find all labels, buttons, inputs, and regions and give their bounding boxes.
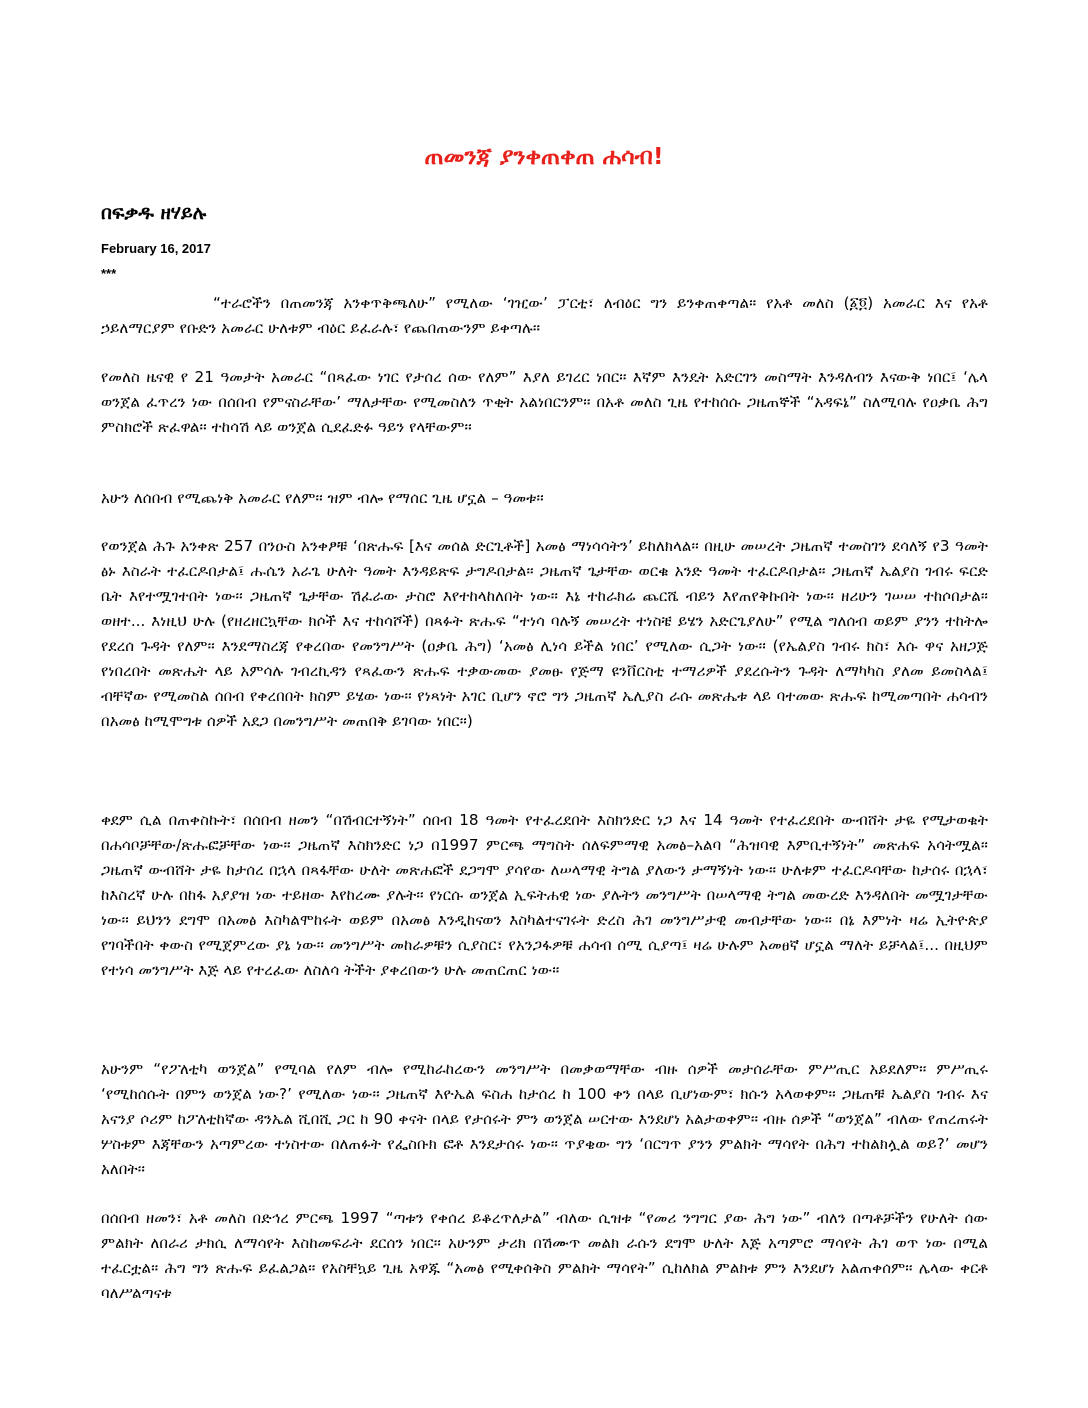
paragraph-6: አሁንም “የፖለቲካ ወንጀል” የሚባል የለም ብሎ የሚከራከረውን መንግሥት በመቃወማቸው ብዙ ሰዎች መታሰራቸው ምሥጢር አይደለም፡፡ ምሥጢሩ ‘የሚከሰሱት በምን ወንጀል ነው?’ የሚለው ነው፡፡ ጋዜጠኛ እዮኤል ፍስሐ ከታሰረ ከ 100 ቀን በላይ ቢሆነውም፣ ክሱን አላወቀም፡፡ ጋዜጠቹ ኤልያስ ገብሩ እና አናንያ ሶሪም ከፖለቲከኛው ዳንኤል ሺበሺ ጋር ከ 90 ቀናት በላይ የታሰሩት ምን ወንጀል ሠርተው እንደሆነ አልታወቀም፡፡ ብዙ ሰዎች “ወንጀል” ብለው የጠረጠሩት ሦስቱም እጃቸውን አጣምረው ተነስተው በለጠፉት የፌስቡክ ፎቶ እንደታሰሩ ነው፡፡ ጥያቄው ግን ‘በርግጥ ያንን ምልክት ማሳየት በሕግ ተከልክሏል ወይ?’ መሆን አለበት፡፡ [101, 1060, 988, 1178]
article-title: ጠመንጃ ያንቀጠቀጠ ሐሳብ! [424, 144, 664, 170]
paragraph-2: የመለስ ዜናዊ የ 21 ዓመታት አመራር “በጻፈው ነገር የታሰረ ሰው የለም” እያለ ይገረር ነበር፡፡ እኛም እንዴት አድርገን መስማት እንዳለብን እናውቅ ነበር፤ ‘ሌላ ወንጀል ፈጥረን ነው በሰበብ የምናስራቸው’ ማለታቸው የሚመስለን ጥቂት አልነበርንም፡፡ በአቶ መለስ ጊዜ የተከሰሱ ጋዜጠኞች “አዳፍኔ” ስለሚባሉ የዐቃቤ ሕግ ምስክሮች ጽፈዋል፡፡ ተከሳሽ ላይ ወንጀል ሲደፈድፉ ዓይን የላቸውም፡፡ [101, 368, 988, 436]
article-date: February 16, 2017 [101, 241, 211, 256]
paragraph-4: የወንጀል ሕጉ አንቀጽ 257 በንዑስ አንቀፆቹ ‘በጽሑፍ [እና መሰል ድርጊቶች] አመፅ ማነሳሳትን’ ይከለክላል፡፡ በዚሁ መሠረት ጋዜጠኛ ተመስገን ደሳለኝ የ3 ዓመት ፅኑ እስራት ተፈርዶበታል፤ ሑሴን አራጌ ሁለት ዓመት እንዳይጽፍ ታግዶበታል፡፡ ጋዜጠኛ ጌታቸው ወርቁ አንድ ዓመት ተፈርዶበታል፡፡ ጋዜጠኛ ኤልያስ ገብሩ ፍርድ ቤት እየተሟገተበት ነው፡፡ ጋዜጠኛ ጌታቸው ሽፈራው ታስሮ እየተከላከለበት ነው፡፡ እኔ ተከራክሬ ጨርሼ ብይን እየጠየቅኩበት ነው፡፡ ዘሪሁን ገሠሠ ተከሶበታል፡፡ ወዘተ... እነዚህ ሁሉ (የዘረዘርኳቸው ክሶች እና ተከሳሾች) በጻፉት ጽሑፍ “ተነሳ ባሉኝ መሠረት ተነስቼ ይሄን አድርጌያለሁ” የሚል ግለሰብ ወይም ያንን ተከትሎ የደረሰ ጉዳት የለም፡፡ እንደማስረጃ የቀረበው የመንግሥት (ዐቃቤ ሕግ) ‘አመፅ ሊነሳ ይችል ነበር’ የሚለው ሲጋት ነው፡፡ (የኤልያስ ገብሩ ክስ፣ እሱ ዋና አዘጋጅ የነበረበት መጽሔት ላይ አምሳሉ ገብረኪዳን የጻፈውን ጽሑፍ ተቃውመው ያመፁ የጅማ ዩንቨርስቲ ተማሪዎች ያደረሱትን ጉዳት ለማካካስ ያለመ ይመስላል፤ ብቸኛው የሚመስል ሰበብ የቀረበበት ክስም ይሄው ነው፡፡ የነጻነት አገር ቢሆን ኖሮ ግን ጋዜጠኛ ኤሊያስ ራሱ መጽሔቱ ላይ ባተመው ጽሑፍ ከሚመጣበት ሐሳብን በአመፅ ከሚሞግቱ ሰዎች አደጋ በመንግሥት መጠበቅ ይገባው ነበር፡፡) [101, 537, 988, 730]
article-author: በፍቃዱ ዘሃይሉ [101, 202, 207, 224]
paragraph-7: በሰበብ ዘመን፣ አቶ መለስ በድኅረ ምርጫ 1997 “ጣቱን የቀሰረ ይቆረጥለታል” ብለው ሲዝቱ “የመሪ ንግግር ያው ሕግ ነው” ብለን በጣቶቻችን የሁለት ሰው ምልክት ለበራሪ ታክሲ ለማሳየት እስከመፍራት ደርሰን ነበር፡፡ አሁንም ታሪክ በሽሙጥ መልክ ራሱን ደግሞ ሁለት እጅ አጣምሮ ማሳየት ሕገ ወጥ ነው በሚል ተፈርቷል፡፡ ሕግ ግን ጽሑፍ ይፈልጋል፡፡ የአስቸኳይ ጊዜ አዋጁ “አመፅ የሚቀሰቅስ ምልክት ማሳየት” ሲከለክል ምልክቱ ምን እንደሆነ አልጠቀሰም፡፡ ሌላው ቀርቶ ባለሥልጣናቱ [101, 1209, 988, 1302]
paragraph-5: ቀደም ሲል በጠቀስኩት፣ በሰበብ ዘመን “በሽብርተኝነት” ሰበብ 18 ዓመት የተፈረደበት እስክንድር ነጋ እና 14 ዓመት የተፈረደበት ውብሸት ታዬ የሚታወቁት በሐሳቦቻቸው/ጽሑፎቻቸው ነው፡፡ ጋዜጠኛ እስክንድር ነጋ በ1997 ምርጫ ማግስት ሰለፍምማዊ አመፅ–አልባ “ሕዝባዊ እምቢተኝነት” መጽሐፍ አሳትሟል፡፡ ጋዜጠኛ ውብሸት ታዬ ከታሰረ በኋላ በጻፋቸው ሁለት መጽሐፎች ደጋግሞ ያሳየው ለሠላማዊ ትግል ያለውን ታማኝነት ነው፡፡ ሁለቱም ተፈርዶባቸው ከታሰሩ በኋላ፣ ከእስረኛ ሁሉ በከፋ አያያዝ ነው ተይዘው እየከረሙ ያሉት፡፡ የነርሱ ወንጀል ኢፍትሐዊ ነው ያሉትን መንግሥት በሠላማዊ ትግል መውረድ እንዳለበት መሟገታቸው ነው፡፡ ይህንን ደግሞ በአመፅ እስካልሞከሩት ወይም በአመፅ እንዲከናወን እስካልተናገሩት ድረስ ሕገ መንግሥታዊ መብታቸው ነው፡፡ በኔ እምነት ዛሬ ኢትዮጵያ የገባችበት ቀውስ የሚጀምረው ያኔ ነው፡፡ መንግሥት መከራዎቹን ሲያስር፣ የአንጋፋዎቹ ሐሳብ ሰሚ ሲያጣ፤ ዛሬ ሁሉም አመፀኛ ሆኗል ማለት ይቻላል፤... በዚህም የተነሳ መንግሥት እጅ ላይ የተረፈው ለስለሳ ትችት ያቀረበውን ሁሉ መጠርጠር ነው፡፡ [101, 811, 988, 979]
paragraph-3: አሁን ለሰበብ የሚጨነቅ አመራር የለም፡፡ ዝም ብሎ የማሰር ጊዜ ሆኗል – ዓመቱ፡፡ [101, 489, 544, 507]
section-separator: *** [101, 266, 117, 281]
paragraph-intro: “ተራሮችን በጠመንጃ አንቀጥቅጫለሁ” የሚለው ‘ገዢው’ ፓርቲ፣ ለብዕር ግን ይንቀጠቀጣል፡፡ የአቶ መለስ (፩፬) አመራር እና የአቶ ኃይለማርያም የቡድን አመራር ሁለቱም ብዕር ይፈራሉ፣ የጨበጠውንም ይቀጣሉ፡፡ [101, 294, 988, 337]
